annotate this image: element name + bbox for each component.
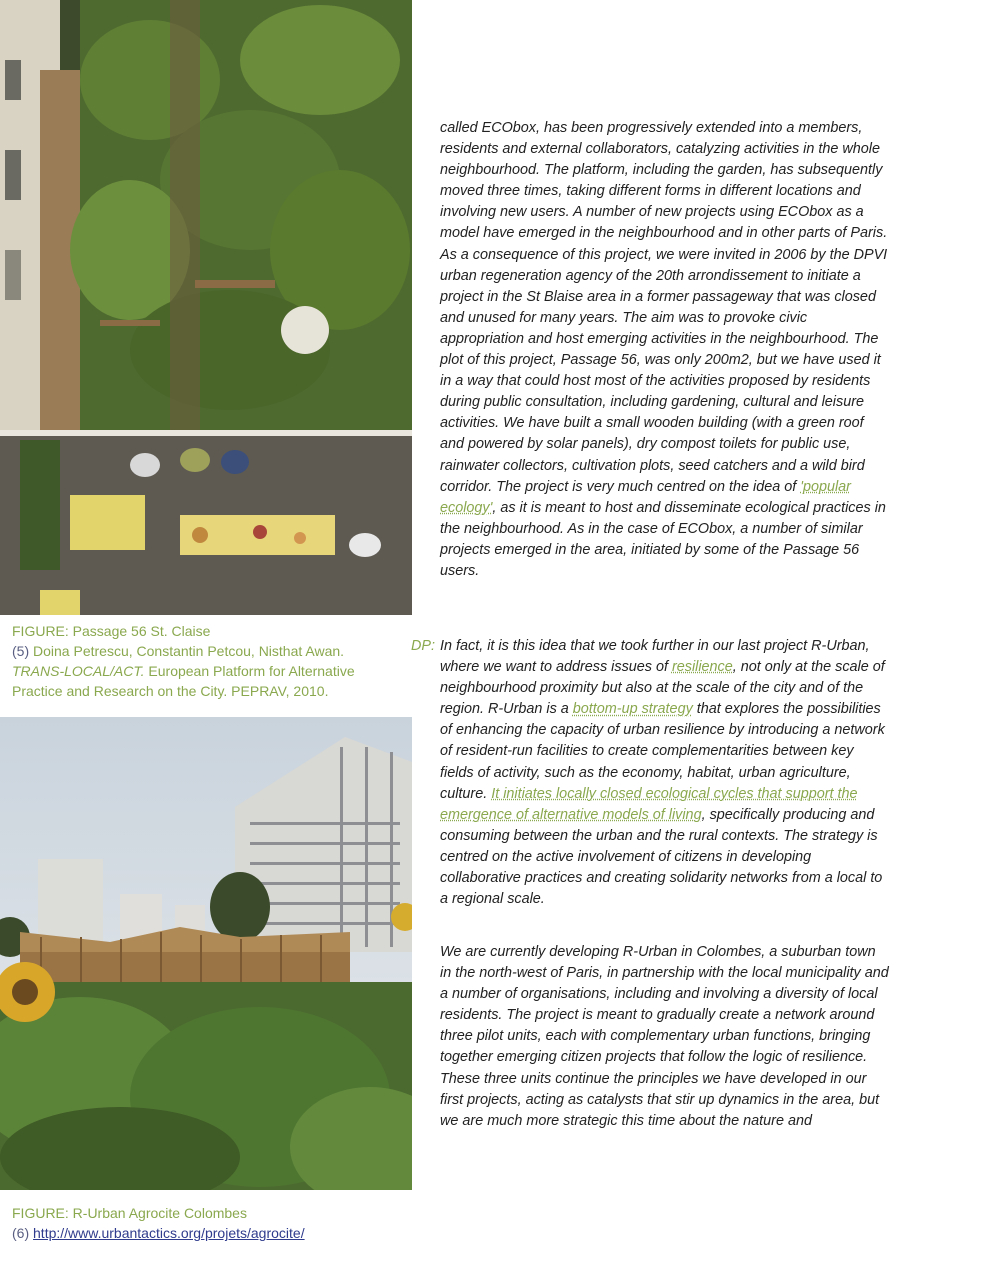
photo-passage-56-garden	[0, 0, 412, 615]
text-segment: called ECObox, has been progressively extended into a members, residents and external collaborators, catalyzing activities in the whole neighbourhood. The platform, including the garden, has subsequently moved three times, taking different forms in different locations and involving new users. A number of new projects using ECObox as a model have emerged in the neighbourhood and in other parts of Paris. As a consequence of this project, we were invited in 2006 by the DPVI urban regeneration agency of the 20th arrondissement to initiate a project in the St Blaise area in a former passageway that was closed and unused for many years. The aim was to provoke civic appropriation and host emerging activities in the neighbourhood. The plot of this project, Passage 56, was only 200m2, but we have used it in a way that could host most of the activities proposed by residents during public consultation, including gardening, cultural and leisure activities. We have built a small wooden building (with a green roof and powered by solar panels), dry compost toilets for public use, rainwater collectors, cultivation plots, seed catchers and a wild bird corridor. The project is very much centred on the idea of	[440, 120, 888, 495]
popular-ecology-link[interactable]: 'popular ecology'	[440, 478, 851, 516]
paragraph-text	[440, 118, 890, 582]
photo-r-urban-agrocite	[0, 717, 412, 1190]
figure-label: FIGURE: R-Urban Agrocite Colombes	[12, 1205, 247, 1221]
bottom-up-strategy-link[interactable]: bottom-up strategy	[572, 701, 693, 718]
body-paragraph-1	[440, 118, 890, 582]
garden-aerial-photo	[0, 0, 412, 615]
note-number: (6)	[12, 1225, 30, 1241]
paragraph-text	[440, 636, 890, 910]
figure-caption-passage-56	[12, 621, 407, 701]
note-number: (5)	[12, 643, 30, 659]
speaker-label: DP:	[411, 638, 435, 654]
credit-publication: European Platform for Alternative Practice and Research on the City. PEPRAV, 2010.	[12, 663, 355, 699]
text-segment: , specifically producing and consuming between the urban and the rural contexts. The strategy is centred on the active involvement of citizens in developing collaborative practices and creating solidarity networks from a local to a regional scale.	[440, 806, 883, 908]
credit-authors: Doina Petrescu, Constantin Petcou, Nisthat Awan.	[29, 643, 345, 659]
resilience-link[interactable]: resilience	[671, 659, 733, 676]
text-segment: In fact, it is this idea that we took further in our last project R-Urban, where we want to address issues of	[440, 638, 870, 676]
text-segment: , as it is meant to host and disseminate ecological practices in the neighbourhood. As in the case of ECObox, a number of similar projects emerged in the area, initiated by some of the Passage 56 users.	[440, 499, 886, 579]
ecological-cycles-link[interactable]: It initiates locally closed ecological cycles that support the emergence of alternative models of living	[440, 785, 858, 823]
figure-label: FIGURE: Passage 56 St. Claise	[12, 623, 211, 639]
body-paragraph-3	[440, 942, 890, 1132]
credit-title: TRANS-LOCAL/ACT.	[12, 663, 145, 679]
figure-credit	[12, 641, 407, 701]
figure-credit	[12, 1223, 407, 1243]
paragraph-text: We are currently developing R-Urban in Colombes, a suburban town in the north-west of Paris, in partnership with the local municipality and a number of organisations, including and involving a diversity of local residents. The project is meant to gradually create a network around three pilot units, each with complementary urban functions, bringing together emerging citizen projects that follow the logic of resilience. These three units continue the principles we have developed in our first projects, acting as catalysts that stir up dynamics in the area, but we are much more strategic this time about the nature and	[440, 944, 889, 1129]
agrocite-link[interactable]: http://www.urbantactics.org/projets/agrocite/	[33, 1225, 305, 1241]
text-segment: , not only at the scale of neighbourhood proximity but also at the scale of the city and of the region. R-Urban is a	[440, 659, 885, 718]
figure-caption-agrocite	[12, 1203, 407, 1243]
text-segment: that explores the possibilities of enhancing the capacity of urban resilience by introducing a network of resident-run facilities to create complementarities between key fields of activity, such as the economy, habitat, urban agriculture, culture.	[440, 701, 885, 802]
body-paragraph-2	[440, 636, 890, 910]
agrocite-photo	[0, 717, 412, 1190]
